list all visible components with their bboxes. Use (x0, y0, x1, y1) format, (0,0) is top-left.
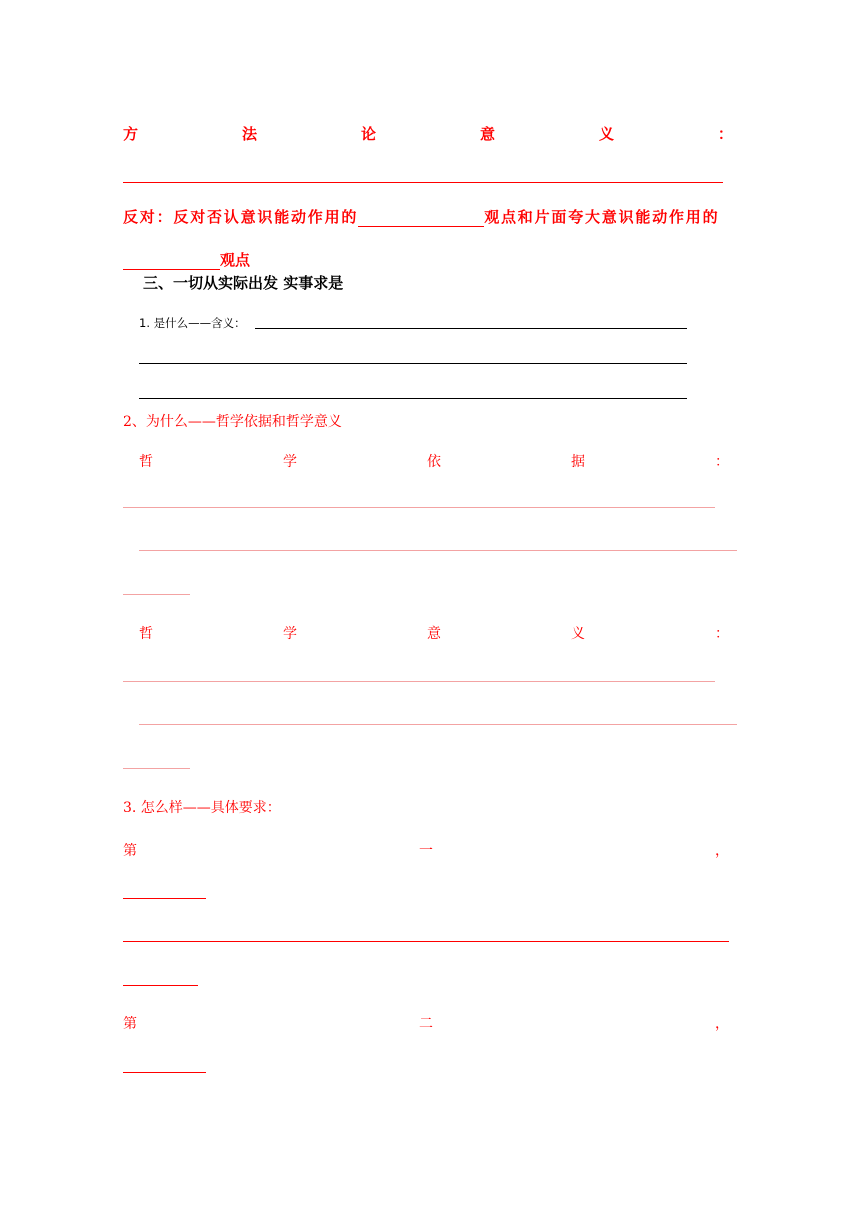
basis-char: ： (715, 454, 729, 470)
basis-char: 依 (427, 454, 441, 470)
methodology-char: 法 (241, 125, 257, 143)
q1-label: 1. 是什么——含义： (139, 316, 246, 330)
methodology-char: 义 (598, 125, 614, 143)
first-char: 第 (123, 843, 137, 859)
q1-answer-line-3[interactable] (139, 398, 687, 399)
meaning-heading (139, 623, 729, 643)
meaning-answer-line-2[interactable] (139, 724, 737, 725)
basis-heading (139, 451, 729, 471)
oppose-prefix: 反对：反对否认意识能动作用的 (123, 208, 359, 226)
first-char: 一 (419, 843, 433, 859)
first-answer-line-3[interactable] (123, 985, 198, 986)
meaning-char: ： (715, 626, 729, 642)
basis-char: 据 (571, 454, 585, 470)
meaning-answer-line-1[interactable] (123, 681, 715, 682)
basis-answer-line-1[interactable] (123, 507, 715, 508)
methodology-char: 方 (123, 125, 139, 143)
methodology-char: 论 (360, 125, 376, 143)
q3-label: 3. 怎么样——具体要求： (123, 800, 281, 816)
oppose-middle: 观点和片面夸大意识能动作用的 (484, 208, 720, 226)
q1-answer-line-1[interactable] (255, 328, 687, 329)
basis-char: 哲 (139, 454, 153, 470)
second-char: 第 (123, 1016, 137, 1032)
first-answer-line-1[interactable] (123, 898, 206, 899)
requirement-second (123, 1013, 729, 1033)
methodology-answer-line[interactable] (123, 182, 723, 183)
oppose-line (123, 206, 719, 227)
oppose-suffix: 观点 (220, 251, 251, 269)
basis-char: 学 (283, 454, 297, 470)
q2-label: 2、为什么——哲学依据和哲学意义 (123, 414, 342, 430)
first-char: ， (715, 843, 729, 859)
methodology-char: ： (717, 125, 733, 143)
meaning-char: 学 (283, 626, 297, 642)
methodology-heading (123, 123, 733, 144)
second-answer-line-1[interactable] (123, 1072, 206, 1073)
first-answer-line-2[interactable] (123, 941, 729, 942)
meaning-char: 意 (427, 626, 441, 642)
meaning-answer-line-3[interactable] (123, 768, 190, 769)
meaning-char: 义 (571, 626, 585, 642)
oppose-blank-2[interactable] (123, 253, 220, 270)
q1-answer-line-2[interactable] (139, 363, 687, 364)
oppose-blank-1[interactable] (358, 210, 484, 227)
meaning-char: 哲 (139, 626, 153, 642)
basis-answer-line-3[interactable] (123, 594, 190, 595)
requirement-first (123, 840, 729, 860)
oppose-line-2 (123, 249, 250, 270)
methodology-char: 意 (479, 125, 495, 143)
second-char: 二 (419, 1016, 433, 1032)
second-char: ， (715, 1016, 729, 1032)
basis-answer-line-2[interactable] (139, 550, 737, 551)
section-3-title: 三、一切从实际出发 实事求是 (143, 274, 344, 292)
